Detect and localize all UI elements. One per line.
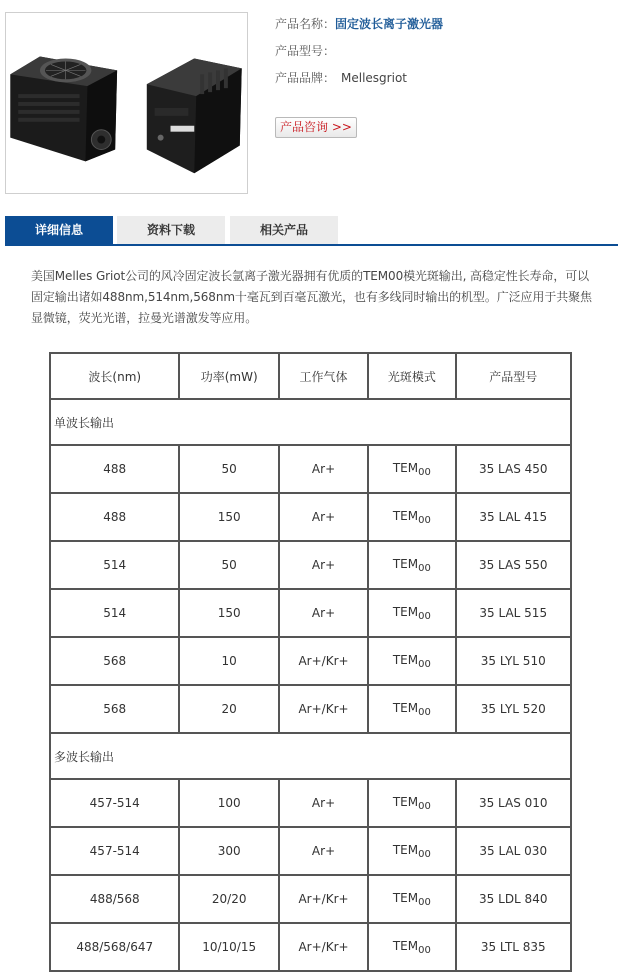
table-group-row	[50, 733, 571, 779]
tab-bar	[5, 216, 618, 246]
product-name-label: 产品名称：	[275, 17, 336, 31]
header-mode: 光斑模式	[368, 353, 455, 399]
product-brand-label: 产品品牌：	[275, 71, 336, 85]
mode-main: TEM	[392, 556, 419, 571]
table-row	[50, 589, 571, 637]
table-header-row	[50, 353, 571, 399]
mode-sub: 00	[418, 706, 431, 718]
product-name-value: 固定波长离子激光器	[335, 17, 444, 31]
table-row	[50, 541, 571, 589]
cell-power: 10	[179, 637, 278, 685]
cell-wavelength: 457-514	[50, 827, 179, 875]
mode-main: TEM	[392, 794, 419, 809]
cell-mode	[368, 493, 455, 541]
cell-mode	[368, 923, 455, 971]
cell-wavelength: 457-514	[50, 779, 179, 827]
table-row	[50, 445, 571, 493]
mode-sub: 00	[418, 562, 431, 574]
cell-gas: Ar+	[279, 541, 368, 589]
cell-model: 35 LAS 450	[456, 445, 571, 493]
cell-model: 35 LYL 510	[456, 637, 571, 685]
cell-gas: Ar+/Kr+	[279, 923, 368, 971]
cell-model: 35 LTL 835	[456, 923, 571, 971]
product-brand-row	[275, 71, 615, 98]
cell-power: 150	[179, 493, 278, 541]
cell-mode	[368, 779, 455, 827]
mode-main: TEM	[392, 652, 419, 667]
mode-sub: 00	[418, 944, 431, 956]
cell-wavelength: 488	[50, 493, 179, 541]
table-row	[50, 923, 571, 971]
mode-main: TEM	[392, 460, 419, 475]
cell-gas: Ar+	[279, 445, 368, 493]
group-title: 单波长输出	[50, 399, 571, 445]
cell-mode	[368, 445, 455, 493]
mode-sub: 00	[418, 466, 431, 478]
cell-gas: Ar+	[279, 827, 368, 875]
cell-mode	[368, 541, 455, 589]
cell-wavelength: 514	[50, 589, 179, 637]
cell-mode	[368, 827, 455, 875]
mode-sub: 00	[418, 848, 431, 860]
mode-main: TEM	[392, 508, 419, 523]
cell-mode	[368, 875, 455, 923]
cell-gas: Ar+	[279, 493, 368, 541]
table-row	[50, 875, 571, 923]
cell-mode	[368, 685, 455, 733]
cell-wavelength: 488	[50, 445, 179, 493]
mode-sub: 00	[418, 658, 431, 670]
cell-model: 35 LAL 415	[456, 493, 571, 541]
cell-model: 35 LAL 030	[456, 827, 571, 875]
table-row	[50, 779, 571, 827]
product-consult-button[interactable]: 产品咨询 >>	[275, 117, 357, 138]
spec-table	[49, 352, 572, 972]
table-group-row	[50, 399, 571, 445]
product-description: 美国Melles Griot公司的风冷固定波长氩离子激光器拥有优质的TEM00模光斑输出, 高稳定性长寿命，可以固定输出诸如488nm,514nm,568nm十毫瓦到百毫瓦激光，也有多线同时输出的机型。广泛应用于共聚焦显微镜，荧光光谱，拉曼光谱激发等应用。	[31, 269, 592, 325]
cell-gas: Ar+	[279, 589, 368, 637]
tab-details[interactable]: 详细信息	[5, 216, 113, 244]
header-power: 功率(mW)	[179, 353, 278, 399]
cell-power: 20	[179, 685, 278, 733]
tab-downloads[interactable]: 资料下载	[117, 216, 225, 244]
product-brand-value: Mellesgriot	[341, 71, 407, 85]
cell-mode	[368, 589, 455, 637]
cell-gas: Ar+/Kr+	[279, 685, 368, 733]
product-name-row	[275, 17, 615, 44]
cell-wavelength: 568	[50, 685, 179, 733]
cell-model: 35 LDL 840	[456, 875, 571, 923]
mode-sub: 00	[418, 800, 431, 812]
cell-model: 35 LAS 010	[456, 779, 571, 827]
cell-power: 50	[179, 541, 278, 589]
cell-power: 300	[179, 827, 278, 875]
cell-power: 10/10/15	[179, 923, 278, 971]
table-row	[50, 827, 571, 875]
cell-wavelength: 488/568	[50, 875, 179, 923]
cell-wavelength: 514	[50, 541, 179, 589]
mode-main: TEM	[392, 938, 419, 953]
cell-power: 150	[179, 589, 278, 637]
mode-main: TEM	[392, 842, 419, 857]
cell-wavelength: 568	[50, 637, 179, 685]
product-photo	[5, 12, 248, 194]
mode-sub: 00	[418, 514, 431, 526]
cell-power: 100	[179, 779, 278, 827]
spec-table-body	[50, 399, 571, 971]
cell-model: 35 LYL 520	[456, 685, 571, 733]
cell-mode	[368, 637, 455, 685]
table-row	[50, 637, 571, 685]
table-row	[50, 685, 571, 733]
mode-sub: 00	[418, 610, 431, 622]
cell-power: 50	[179, 445, 278, 493]
product-info	[275, 17, 615, 98]
product-model-row	[275, 44, 615, 71]
cell-model: 35 LAS 550	[456, 541, 571, 589]
mode-main: TEM	[392, 890, 419, 905]
header-model: 产品型号	[456, 353, 571, 399]
cell-gas: Ar+	[279, 779, 368, 827]
header-gas: 工作气体	[279, 353, 368, 399]
product-model-label: 产品型号：	[275, 44, 336, 58]
cell-power: 20/20	[179, 875, 278, 923]
group-title: 多波长输出	[50, 733, 571, 779]
mode-main: TEM	[392, 700, 419, 715]
cell-model: 35 LAL 515	[456, 589, 571, 637]
tab-related-products[interactable]: 相关产品	[230, 216, 338, 244]
table-row	[50, 493, 571, 541]
cell-gas: Ar+/Kr+	[279, 637, 368, 685]
header-wavelength: 波长(nm)	[50, 353, 179, 399]
cell-gas: Ar+/Kr+	[279, 875, 368, 923]
mode-sub: 00	[418, 896, 431, 908]
mode-main: TEM	[392, 604, 419, 619]
cell-wavelength: 488/568/647	[50, 923, 179, 971]
